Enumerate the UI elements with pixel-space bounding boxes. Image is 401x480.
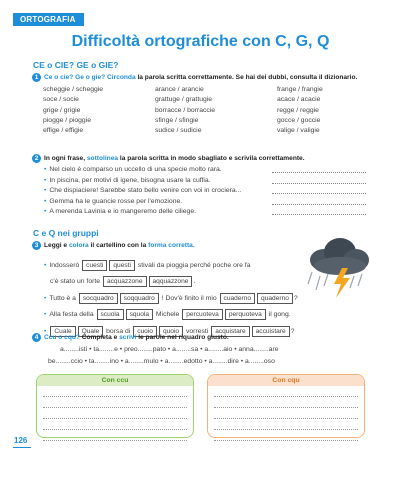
exercise2-sentences	[44, 166, 241, 219]
option-card[interactable]: socquadro	[79, 293, 118, 304]
list-item: • A merenda Lavinia e io mangeremo delle ciliege.	[44, 208, 196, 215]
exercise-number-4: 4	[32, 333, 41, 342]
list-item: • Tutto è a socquadro soqquadro ! Dov'è finito il mio cuaderno quaderno ?	[44, 294, 298, 302]
option-card[interactable]: perquoteva	[225, 309, 266, 320]
answer-line[interactable]	[272, 199, 366, 205]
word-pair[interactable]: effige / effigie	[43, 127, 84, 135]
storm-cloud-icon	[302, 232, 374, 302]
answer-box-ccu	[36, 374, 194, 438]
answer-line[interactable]	[43, 425, 187, 430]
page-number-underline	[13, 447, 31, 448]
word-pair[interactable]: frange / frangie	[277, 86, 323, 93]
word-row	[43, 127, 373, 137]
option-card[interactable]: squola	[126, 309, 153, 320]
option-card[interactable]: aqquazzone	[149, 276, 193, 287]
word-row	[43, 117, 373, 127]
option-card[interactable]: soqquadro	[120, 293, 159, 304]
word-pair[interactable]: soce / socie	[43, 96, 79, 104]
sentence[interactable]: Gemma ha le guancie rosse per l'emozione.	[49, 197, 183, 205]
section-tag: ORTOGRAFIA	[13, 13, 84, 26]
option-card[interactable]: cuesti	[82, 260, 107, 271]
sentence[interactable]: In piscina, per motivi di igene, bisogna usare la cuffia.	[49, 176, 211, 184]
exercise-number-2: 2	[32, 154, 41, 163]
word-pair[interactable]: borracce / borraccie	[155, 106, 216, 114]
word-row	[43, 96, 373, 106]
list-item: • Alla festa della scuola squola Michele percuoteva perquoteva il gong.	[44, 311, 291, 319]
option-card[interactable]: cuaderno	[220, 293, 256, 304]
fill-in-line[interactable]: a........isti • ta........e • preo........pato • a........sa • a........aio • anna........are	[60, 346, 279, 353]
answer-line[interactable]	[43, 414, 187, 419]
exercise2-instruction: In ogni frase, sottolinea la parola scritta in modo sbagliato e scrivila correttamente.	[44, 155, 305, 162]
answer-line[interactable]	[214, 392, 358, 397]
word-pair[interactable]: regge / reggie	[277, 106, 319, 114]
answer-line[interactable]	[272, 178, 366, 184]
page-number: 126	[14, 436, 28, 445]
answer-box-cqu	[207, 374, 365, 438]
option-card[interactable]: cuoio	[133, 326, 157, 337]
list-item: • Nel cielo è comparso un uccello di una specie molto rara.	[44, 166, 222, 173]
word-pair[interactable]: gocce / goccie	[277, 116, 321, 124]
sentence[interactable]: A merenda Lavinia e io mangeremo delle ciliege.	[49, 208, 196, 215]
page-title: Difficoltà ortografiche con C, G, Q	[71, 33, 330, 50]
exercise-number-3: 3	[32, 241, 41, 250]
list-item: • Che dispiaciere! Sarebbe stato bello venire con voi in crociera...	[44, 187, 242, 194]
word-pair[interactable]: grige / grigie	[43, 106, 81, 114]
answer-box-heading: Con cqu	[208, 375, 364, 386]
word-pair[interactable]: valige / valigie	[277, 127, 320, 135]
option-card[interactable]: accuistare	[252, 326, 290, 337]
answer-line[interactable]	[43, 403, 187, 408]
exercise4-words	[40, 346, 279, 370]
answer-line[interactable]	[214, 403, 358, 408]
list-item: • In piscina, per motivi di igene, bisogna usare la cuffia.	[44, 176, 211, 184]
answer-line[interactable]	[43, 392, 187, 397]
answer-line[interactable]	[214, 414, 358, 419]
word-pair[interactable]: acace / acacie	[277, 96, 321, 104]
word-pair[interactable]: sudice / sudicie	[155, 127, 202, 135]
answer-line[interactable]	[214, 425, 358, 430]
sentence[interactable]: Nel cielo è comparso un uccello di una specie molto rara.	[49, 166, 222, 173]
exercise3-sentences	[44, 257, 298, 340]
word-pair[interactable]: sfinge / sfingie	[155, 116, 199, 124]
word-pair[interactable]: piogge / pioggie	[43, 116, 91, 124]
option-card[interactable]: questi	[109, 260, 135, 271]
list-item: • Cuale Quale borsa di cuoio quoio vorresti acquistare accuistare ?	[44, 327, 295, 335]
option-card[interactable]: acquazzone	[103, 276, 147, 287]
answer-box-heading: Con ccu	[37, 375, 193, 386]
word-pair[interactable]: scheggie / scheggie	[43, 86, 104, 93]
answer-line[interactable]	[214, 436, 358, 441]
option-card[interactable]: Cuale	[50, 326, 75, 337]
section1-heading: CE o CIE? GE o GIE?	[33, 60, 119, 70]
answer-line[interactable]	[43, 436, 187, 441]
option-card[interactable]: quaderno	[257, 293, 293, 304]
answer-line[interactable]	[272, 188, 366, 194]
word-pair[interactable]: arance / arancie	[155, 86, 204, 93]
answer-line[interactable]	[272, 167, 366, 173]
section3-heading: C e Q nei gruppi	[33, 228, 99, 238]
list-item: • Indosserò cuesti questi stivali da pioggia perché poche ore fa	[44, 261, 251, 269]
exercise-number-1: 1	[32, 73, 41, 82]
exercise1-instruction: Ce o cie? Ge o gie? Circonda la parola scritta correttamente. Se hai dei dubbi, consulta il dizionario.	[44, 74, 358, 81]
option-card[interactable]: Quale	[78, 326, 104, 337]
option-card[interactable]: percuoteva	[182, 309, 223, 320]
exercise3-instruction: Leggi e colora il cartellino con la forma corretta.	[44, 242, 195, 249]
sentence[interactable]: Che dispiaciere! Sarebbe stato bello venire con voi in crociera...	[49, 187, 242, 194]
fill-in-line[interactable]: be........ccio • ta........ino • a........mulo • a........edotto • a........dire • a........oso	[48, 358, 275, 365]
answer-line[interactable]	[272, 209, 366, 215]
option-card[interactable]: acquistare	[211, 326, 249, 337]
exercise1-word-grid	[43, 86, 373, 137]
word-pair[interactable]: grattuge / grattugie	[155, 96, 213, 104]
list-item: • Gemma ha le guancie rosse per l'emozione.	[44, 197, 183, 205]
exercise4-instruction: Ccu o cqu? Completa e scrivi le parole nel riquadro giusto.	[44, 334, 229, 341]
word-row	[43, 86, 373, 96]
option-card[interactable]: scuola	[97, 309, 124, 320]
option-card[interactable]: quoio	[159, 326, 183, 337]
word-row	[43, 107, 373, 117]
list-item: c'è stato un forte acquazzone aqquazzone .	[50, 278, 196, 286]
